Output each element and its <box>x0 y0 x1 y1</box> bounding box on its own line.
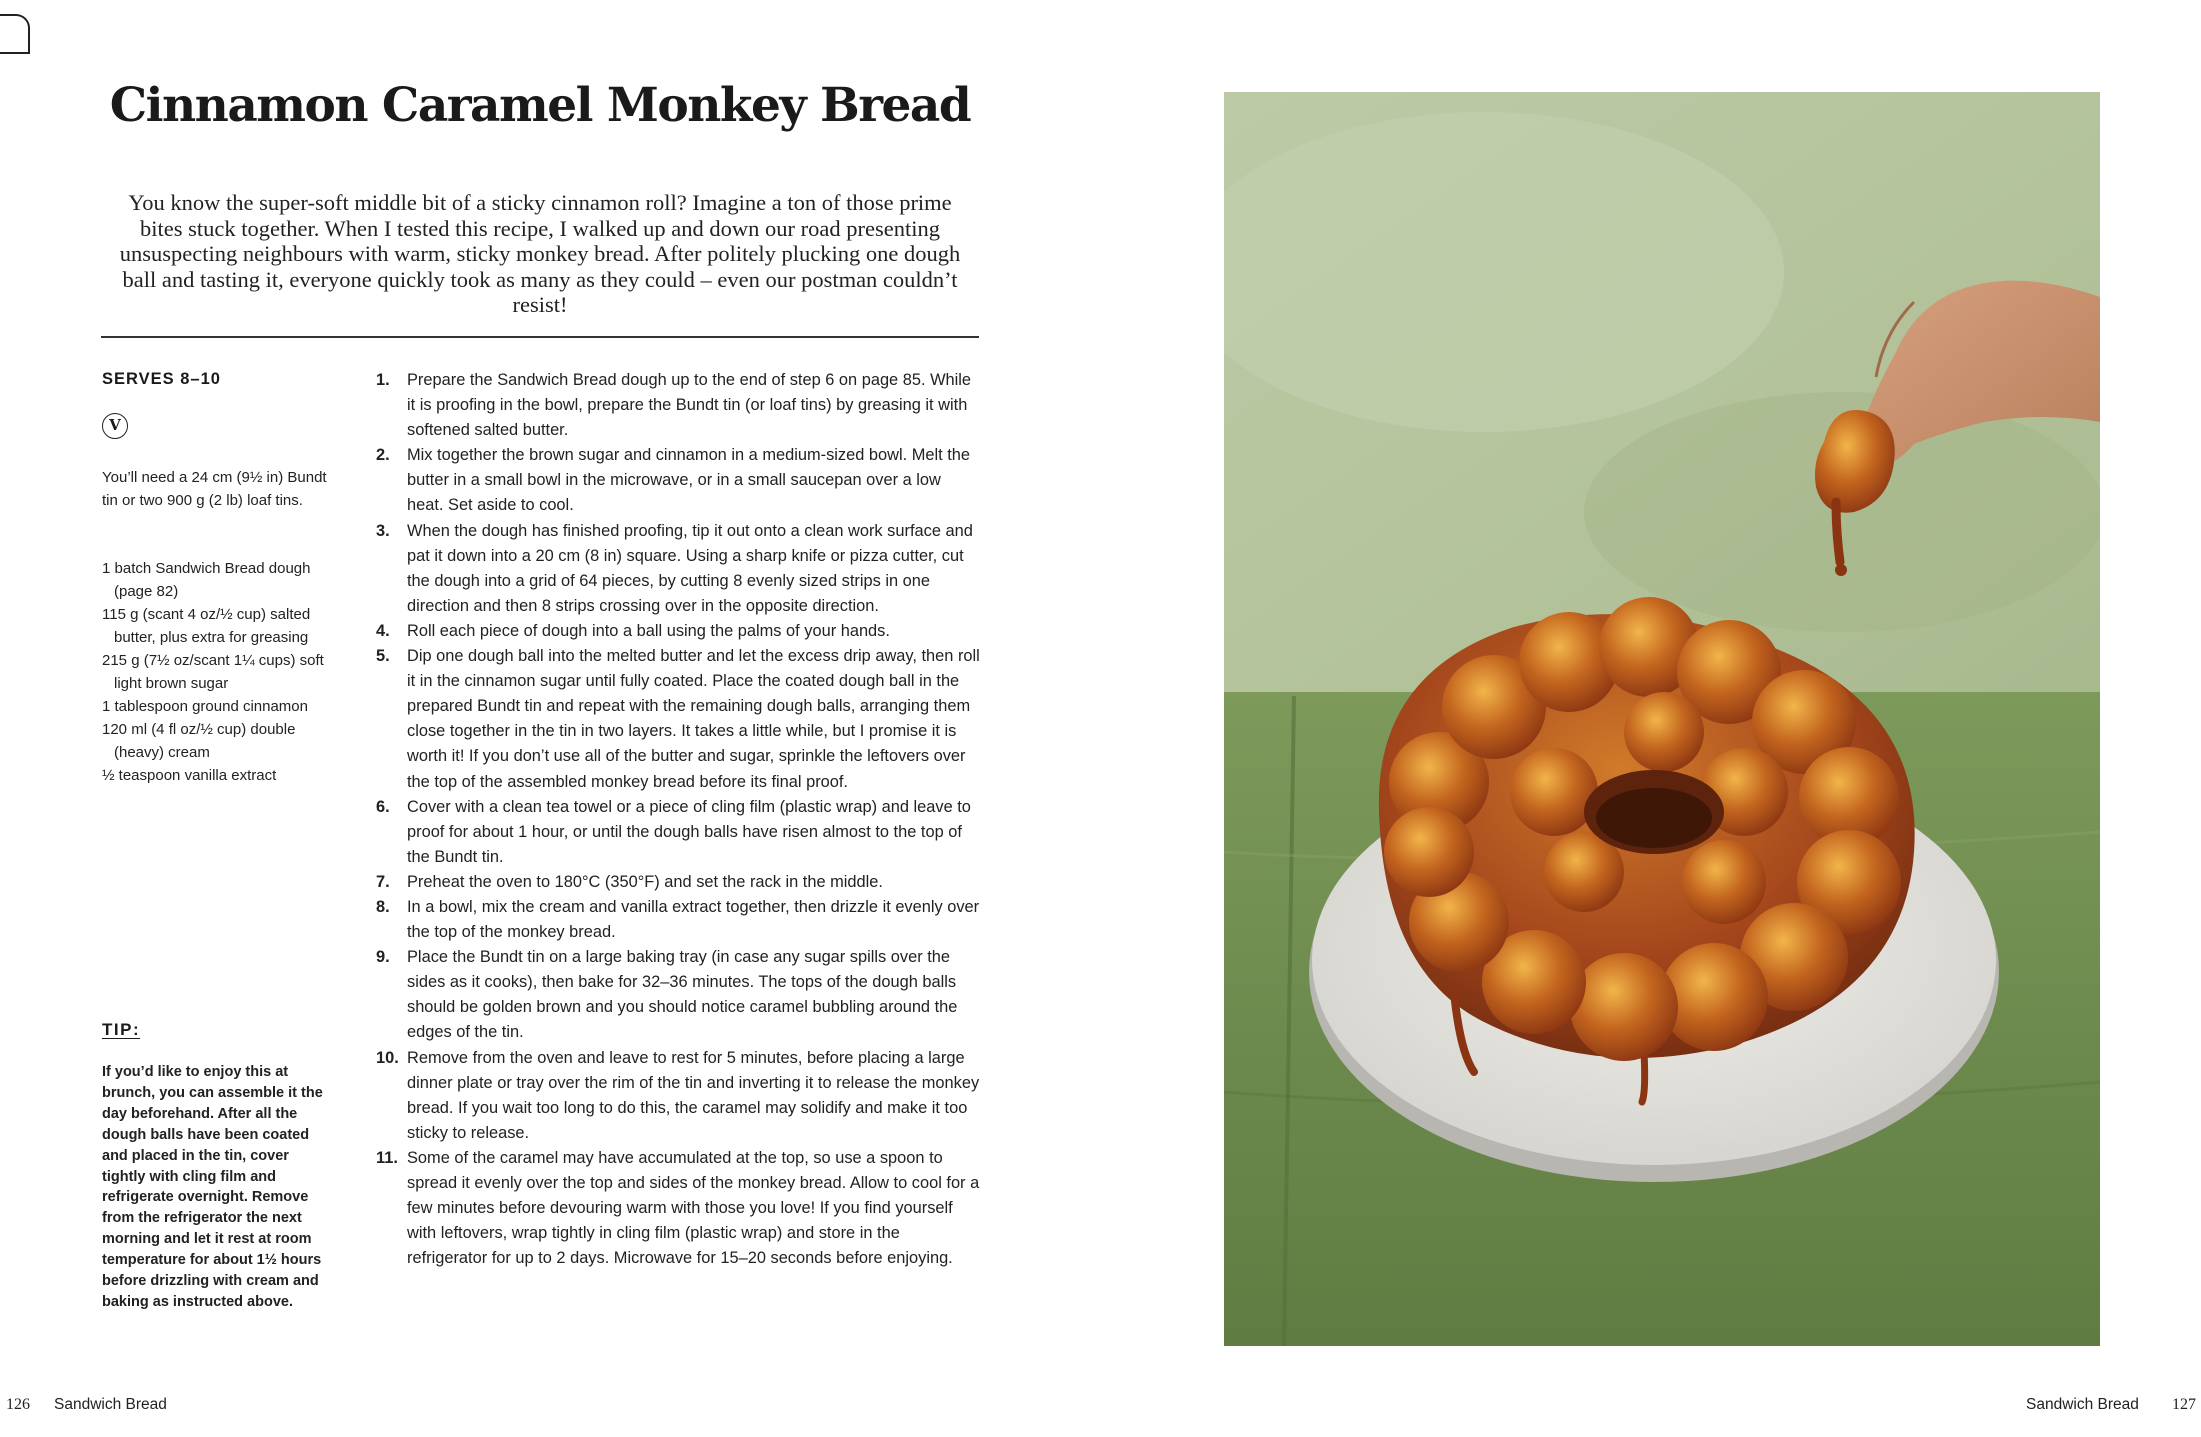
step-number: 1. <box>376 371 390 389</box>
step-text: When the dough has finished proofing, tip it out onto a clean work surface and pat it down into a 20 cm (8 in) square. Using a sharp knife or pizza cutter, cut the dough into a grid of 64 pieces, by cutting 8 evenly sized strips in one direction and then 8 strips crossing over in the opposite direction. <box>407 521 973 615</box>
step-number: 11. <box>376 1148 398 1167</box>
tip-heading: TIP: <box>102 1020 141 1039</box>
step-item <box>376 644 980 795</box>
ingredient-item: 1 batch Sandwich Bread dough (page 82) <box>102 560 311 600</box>
step-item <box>376 870 980 895</box>
step-item <box>376 519 980 619</box>
monkey-bread-illustration <box>1224 92 2100 1346</box>
step-text: In a bowl, mix the cream and vanilla extract together, then drizzle it evenly over the top of the monkey bread. <box>407 897 980 942</box>
recipe-title: Cinnamon Caramel Monkey Bread <box>109 78 971 133</box>
ingredients-list <box>102 557 332 787</box>
method-steps <box>376 368 980 1271</box>
recipe-intro: You know the super-soft middle bit of a sticky cinnamon roll? Imagine a ton of those prime bites stuck together. When I tested this recipe, I walked up and down our road presenting unsuspecting neighbours with warm, sticky monkey bread. After politely plucking one dough ball and tasting it, everyone quickly took as many as they could – even our postman couldn’t resist! <box>119 190 961 317</box>
ingredient-item: 115 g (scant 4 oz/½ cup) salted butter, plus extra for greasing <box>102 606 311 646</box>
footer-section-right: Sandwich Bread <box>2026 1396 2139 1413</box>
step-item <box>376 945 980 1045</box>
ingredient-item: 120 ml (4 fl oz/½ cup) double (heavy) cream <box>102 721 296 761</box>
step-text: Cover with a clean tea towel or a piece of cling film (plastic wrap) and leave to proof for about 1 hour, or until the dough balls have risen almost to the top of the Bundt tin. <box>407 797 971 866</box>
step-text: Remove from the oven and leave to rest for 5 minutes, before placing a large dinner plate or tray over the rim of the tin and inverting it to release the monkey bread. If you wait too long to do this, the caramel may solidify and make it too sticky to release. <box>407 1048 980 1142</box>
step-number: 3. <box>376 521 390 540</box>
step-item <box>376 368 980 443</box>
step-number: 8. <box>376 897 390 916</box>
step-text: Mix together the brown sugar and cinnamon in a medium-sized bowl. Melt the butter in a small bowl in the microwave, or in a small saucepan over a low heat. Set aside to cool. <box>407 446 971 515</box>
step-item <box>376 1046 980 1146</box>
serves-label: SERVES 8–10 <box>102 370 221 388</box>
step-item <box>376 443 980 518</box>
step-text: Place the Bundt tin on a large baking tray (in case any sugar spills over the sides as it cooks), then bake for 32–36 minutes. The tops of the dough balls should be golden brown and you should notice caramel bubbling around the edges of the tin. <box>407 948 958 1042</box>
step-text: Roll each piece of dough into a ball using the palms of your hands. <box>407 621 890 640</box>
step-item <box>376 1146 980 1271</box>
step-number: 7. <box>376 872 390 891</box>
step-item <box>376 895 980 945</box>
step-item <box>376 619 980 644</box>
step-number: 9. <box>376 948 390 967</box>
step-item <box>376 795 980 870</box>
step-number: 4. <box>376 621 390 640</box>
monkey-bread-photo <box>1224 92 2100 1346</box>
ingredient-item: 1 tablespoon ground cinnamon <box>102 698 308 715</box>
tip-text: If you’d like to enjoy this at brunch, you can assemble it the day beforehand. After all the dough balls have been coated and placed in the tin, cover tightly with cling film and refrigerate overnight. Remove from the refrigerator the next morning and let it rest at room temperature for about 1½ hours before drizzling with cream and baking as instructed above. <box>102 1064 323 1310</box>
bookmark-tab-icon <box>0 14 30 54</box>
page-number-left: 126 <box>6 1396 30 1413</box>
step-number: 5. <box>376 647 390 666</box>
step-text: Dip one dough ball into the melted butter and let the excess drip away, then roll it in the cinnamon sugar until fully coated. Place the coated dough ball in the prepared Bundt tin and repeat with the remaining dough balls, arranging them close together in the tin in two layers. It takes a little while, but I promise it is worth it! If you don’t use all of the butter and sugar, sprinkle the leftovers over the top of the assembled monkey bread before its final proof. <box>407 647 980 791</box>
step-number: 6. <box>376 797 390 816</box>
step-text: Prepare the Sandwich Bread dough up to the end of step 6 on page 85. While it is proofing in the bowl, prepare the Bundt tin (or loaf tins) by greasing it with softened salted butter. <box>407 371 972 440</box>
footer-section-left: Sandwich Bread <box>54 1396 167 1413</box>
vegetarian-badge: V <box>102 413 128 439</box>
step-number: 10. <box>376 1048 399 1067</box>
ingredient-item: ½ teaspoon vanilla extract <box>102 767 277 784</box>
step-number: 2. <box>376 446 390 465</box>
equipment-note: You’ll need a 24 cm (9½ in) Bundt tin or two 900 g (2 lb) loaf tins. <box>102 469 327 509</box>
ingredient-item: 215 g (7½ oz/scant 1¼ cups) soft light brown sugar <box>102 652 324 692</box>
page-number-right: 127 <box>2172 1396 2196 1413</box>
step-text: Some of the caramel may have accumulated at the top, so use a spoon to spread it evenly over the top and sides of the monkey bread. Allow to cool for a few minutes before devouring warm with those you love! If you find yourself with leftovers, wrap tightly in cling film (plastic wrap) and store in the refrigerator for up to 2 days. Microwave for 15–20 seconds before enjoying. <box>407 1148 980 1268</box>
step-text: Preheat the oven to 180°C (350°F) and set the rack in the middle. <box>407 872 883 891</box>
divider <box>101 336 979 338</box>
